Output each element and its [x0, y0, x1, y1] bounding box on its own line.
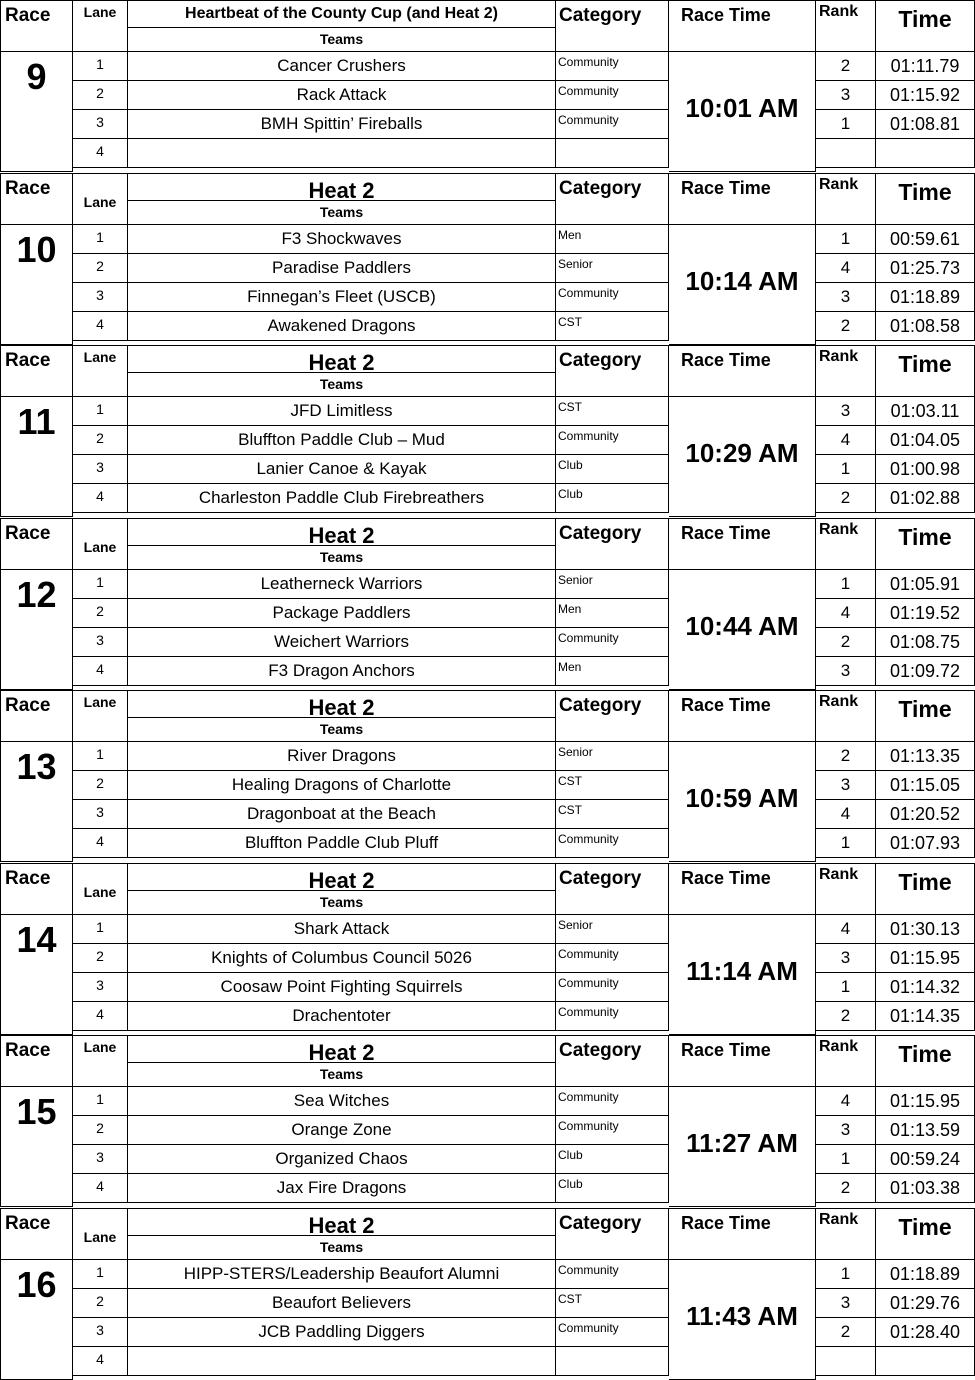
- category-header: Category: [556, 863, 669, 915]
- race-number: 16: [0, 1260, 73, 1380]
- team-category: CST: [556, 312, 669, 341]
- race-title: Heat 2: [128, 1208, 556, 1236]
- race-header: Race: [0, 173, 73, 225]
- team-name: River Dragons: [128, 742, 556, 771]
- race-header: Race: [0, 0, 73, 52]
- team-time: [876, 1347, 975, 1376]
- team-rank: 4: [816, 1087, 876, 1116]
- team-time: 01:15.92: [876, 81, 975, 110]
- lane-number: 3: [73, 1318, 128, 1347]
- race-time-header: Race Time: [669, 1208, 816, 1260]
- lane-number: 2: [73, 426, 128, 455]
- rank-header: Rank: [816, 173, 876, 225]
- category-header: Category: [556, 345, 669, 397]
- team-time: 01:03.38: [876, 1174, 975, 1203]
- team-rank: 4: [816, 915, 876, 944]
- lane-number: 3: [73, 455, 128, 484]
- team-category: Community: [556, 110, 669, 139]
- lane-number: 1: [73, 915, 128, 944]
- category-header: Category: [556, 1208, 669, 1260]
- race-header: Race: [0, 345, 73, 397]
- race-title: Heat 2: [128, 173, 556, 201]
- lane-number: 4: [73, 1347, 128, 1376]
- team-name: Organized Chaos: [128, 1145, 556, 1174]
- time-header: Time: [876, 0, 975, 52]
- team-rank: 1: [816, 225, 876, 254]
- team-name: Cancer Crushers: [128, 52, 556, 81]
- race-block: [0, 863, 975, 1035]
- teams-header: Teams: [128, 201, 556, 225]
- team-rank: 2: [816, 742, 876, 771]
- lane-header: Lane: [73, 345, 128, 397]
- team-time: 00:59.61: [876, 225, 975, 254]
- lane-number: 2: [73, 254, 128, 283]
- team-rank: 2: [816, 1174, 876, 1203]
- race-start-time: 11:43 AM: [669, 1260, 816, 1380]
- lane-number: 3: [73, 800, 128, 829]
- race-block: [0, 1208, 975, 1380]
- race-start-time: 10:59 AM: [669, 742, 816, 862]
- team-name: Knights of Columbus Council 5026: [128, 944, 556, 973]
- team-category: Club: [556, 1174, 669, 1203]
- lane-number: 4: [73, 657, 128, 686]
- team-category: Men: [556, 225, 669, 254]
- team-time: 01:04.05: [876, 426, 975, 455]
- time-header: Time: [876, 173, 975, 225]
- team-category: Community: [556, 1318, 669, 1347]
- lane-number: 1: [73, 570, 128, 599]
- team-name: BMH Spittin’ Fireballs: [128, 110, 556, 139]
- teams-header: Teams: [128, 718, 556, 742]
- lane-number: 3: [73, 628, 128, 657]
- race-block: [0, 0, 975, 172]
- team-rank: 2: [816, 1002, 876, 1031]
- team-time: 01:15.95: [876, 1087, 975, 1116]
- lane-header: Lane: [73, 0, 128, 52]
- team-rank: 3: [816, 283, 876, 312]
- team-rank: 3: [816, 397, 876, 426]
- team-name: Healing Dragons of Charlotte: [128, 771, 556, 800]
- team-name: Dragonboat at the Beach: [128, 800, 556, 829]
- teams-header: Teams: [128, 1236, 556, 1260]
- team-category: [556, 139, 669, 168]
- race-title: Heat 2: [128, 345, 556, 373]
- rank-header: Rank: [816, 1035, 876, 1087]
- teams-header: Teams: [128, 1063, 556, 1087]
- team-time: 01:14.32: [876, 973, 975, 1002]
- lane-number: 3: [73, 283, 128, 312]
- team-category: CST: [556, 397, 669, 426]
- team-time: 01:13.35: [876, 742, 975, 771]
- team-time: 01:11.79: [876, 52, 975, 81]
- time-header: Time: [876, 1035, 975, 1087]
- time-header: Time: [876, 345, 975, 397]
- team-time: 01:02.88: [876, 484, 975, 513]
- race-number: 14: [0, 915, 73, 1035]
- race-title: Heat 2: [128, 518, 556, 546]
- race-header: Race: [0, 1208, 73, 1260]
- team-rank: 2: [816, 484, 876, 513]
- team-category: Community: [556, 283, 669, 312]
- race-time-header: Race Time: [669, 518, 816, 570]
- category-header: Category: [556, 518, 669, 570]
- team-rank: 1: [816, 1260, 876, 1289]
- team-category: Men: [556, 657, 669, 686]
- team-category: Community: [556, 628, 669, 657]
- teams-header: Teams: [128, 891, 556, 915]
- race-number: 12: [0, 570, 73, 690]
- lane-header: Lane: [73, 690, 128, 742]
- team-rank: 3: [816, 1289, 876, 1318]
- team-rank: 2: [816, 1318, 876, 1347]
- team-name: Shark Attack: [128, 915, 556, 944]
- team-rank: 3: [816, 1116, 876, 1145]
- team-rank: 3: [816, 944, 876, 973]
- time-header: Time: [876, 1208, 975, 1260]
- race-title: Heat 2: [128, 690, 556, 718]
- team-time: 01:30.13: [876, 915, 975, 944]
- team-category: CST: [556, 1289, 669, 1318]
- team-name: Leatherneck Warriors: [128, 570, 556, 599]
- team-rank: 1: [816, 1145, 876, 1174]
- team-name: Paradise Paddlers: [128, 254, 556, 283]
- lane-number: 2: [73, 944, 128, 973]
- lane-number: 1: [73, 225, 128, 254]
- team-name: F3 Shockwaves: [128, 225, 556, 254]
- team-category: Senior: [556, 915, 669, 944]
- race-number: 15: [0, 1087, 73, 1207]
- race-time-header: Race Time: [669, 345, 816, 397]
- team-name: Coosaw Point Fighting Squirrels: [128, 973, 556, 1002]
- lane-number: 4: [73, 312, 128, 341]
- team-time: 01:28.40: [876, 1318, 975, 1347]
- team-rank: 3: [816, 771, 876, 800]
- team-rank: 1: [816, 570, 876, 599]
- lane-number: 4: [73, 484, 128, 513]
- lane-header: Lane: [73, 863, 128, 915]
- race-header: Race: [0, 690, 73, 742]
- race-number: 13: [0, 742, 73, 862]
- lane-number: 3: [73, 973, 128, 1002]
- team-category: Men: [556, 599, 669, 628]
- team-category: Community: [556, 829, 669, 858]
- race-time-header: Race Time: [669, 863, 816, 915]
- race-time-header: Race Time: [669, 690, 816, 742]
- team-name: Orange Zone: [128, 1116, 556, 1145]
- lane-number: 2: [73, 771, 128, 800]
- race-block: [0, 173, 975, 345]
- category-header: Category: [556, 690, 669, 742]
- team-name: Jax Fire Dragons: [128, 1174, 556, 1203]
- team-rank: 3: [816, 657, 876, 686]
- team-name: HIPP-STERS/Leadership Beaufort Alumni: [128, 1260, 556, 1289]
- team-name: Bluffton Paddle Club Pluff: [128, 829, 556, 858]
- race-block: [0, 690, 975, 862]
- team-name: Bluffton Paddle Club – Mud: [128, 426, 556, 455]
- team-category: Club: [556, 484, 669, 513]
- race-time-header: Race Time: [669, 173, 816, 225]
- team-category: Community: [556, 1002, 669, 1031]
- race-header: Race: [0, 863, 73, 915]
- lane-number: 1: [73, 1260, 128, 1289]
- lane-number: 4: [73, 139, 128, 168]
- teams-header: Teams: [128, 546, 556, 570]
- team-rank: 4: [816, 800, 876, 829]
- team-name: Awakened Dragons: [128, 312, 556, 341]
- time-header: Time: [876, 690, 975, 742]
- team-name: JFD Limitless: [128, 397, 556, 426]
- race-start-time: 11:14 AM: [669, 915, 816, 1035]
- rank-header: Rank: [816, 863, 876, 915]
- team-category: Community: [556, 1260, 669, 1289]
- team-time: 01:09.72: [876, 657, 975, 686]
- race-number: 11: [0, 397, 73, 517]
- race-title: Heat 2: [128, 863, 556, 891]
- team-rank: 3: [816, 81, 876, 110]
- team-category: Community: [556, 944, 669, 973]
- race-number: 10: [0, 225, 73, 345]
- team-name: Finnegan’s Fleet (USCB): [128, 283, 556, 312]
- team-category: Senior: [556, 570, 669, 599]
- race-time-header: Race Time: [669, 0, 816, 52]
- team-category: Club: [556, 455, 669, 484]
- race-header: Race: [0, 1035, 73, 1087]
- team-time: 01:25.73: [876, 254, 975, 283]
- team-time: 01:18.89: [876, 1260, 975, 1289]
- race-start-time: 11:27 AM: [669, 1087, 816, 1207]
- team-time: 01:03.11: [876, 397, 975, 426]
- lane-number: 3: [73, 110, 128, 139]
- team-name: [128, 139, 556, 168]
- team-time: 00:59.24: [876, 1145, 975, 1174]
- team-rank: 1: [816, 110, 876, 139]
- team-category: Community: [556, 52, 669, 81]
- lane-number: 1: [73, 1087, 128, 1116]
- team-time: 01:15.95: [876, 944, 975, 973]
- team-rank: 2: [816, 52, 876, 81]
- category-header: Category: [556, 1035, 669, 1087]
- lane-number: 2: [73, 1289, 128, 1318]
- lane-number: 2: [73, 81, 128, 110]
- rank-header: Rank: [816, 1208, 876, 1260]
- team-category: Community: [556, 426, 669, 455]
- lane-header: Lane: [73, 518, 128, 570]
- team-name: Package Paddlers: [128, 599, 556, 628]
- race-start-time: 10:14 AM: [669, 225, 816, 345]
- lane-header: Lane: [73, 1208, 128, 1260]
- teams-header: Teams: [128, 373, 556, 397]
- lane-number: 3: [73, 1145, 128, 1174]
- team-name: [128, 1347, 556, 1376]
- team-time: 01:07.93: [876, 829, 975, 858]
- lane-number: 1: [73, 52, 128, 81]
- lane-header: Lane: [73, 173, 128, 225]
- team-time: 01:13.59: [876, 1116, 975, 1145]
- team-category: Community: [556, 973, 669, 1002]
- team-rank: 2: [816, 628, 876, 657]
- team-time: 01:14.35: [876, 1002, 975, 1031]
- race-block: [0, 345, 975, 517]
- time-header: Time: [876, 863, 975, 915]
- team-name: Weichert Warriors: [128, 628, 556, 657]
- category-header: Category: [556, 173, 669, 225]
- team-rank: 4: [816, 426, 876, 455]
- team-name: Beaufort Believers: [128, 1289, 556, 1318]
- team-category: Community: [556, 1116, 669, 1145]
- team-name: Charleston Paddle Club Firebreathers: [128, 484, 556, 513]
- lane-number: 1: [73, 397, 128, 426]
- race-number: 9: [0, 52, 73, 172]
- team-name: Lanier Canoe & Kayak: [128, 455, 556, 484]
- team-rank: 4: [816, 254, 876, 283]
- team-time: 01:08.81: [876, 110, 975, 139]
- team-time: 01:05.91: [876, 570, 975, 599]
- race-start-time: 10:01 AM: [669, 52, 816, 172]
- race-start-time: 10:44 AM: [669, 570, 816, 690]
- team-category: [556, 1347, 669, 1376]
- lane-number: 2: [73, 599, 128, 628]
- race-title: Heat 2: [128, 1035, 556, 1063]
- lane-number: 4: [73, 1002, 128, 1031]
- lane-header: Lane: [73, 1035, 128, 1087]
- team-rank: 1: [816, 973, 876, 1002]
- team-name: JCB Paddling Diggers: [128, 1318, 556, 1347]
- team-category: Club: [556, 1145, 669, 1174]
- rank-header: Rank: [816, 518, 876, 570]
- lane-number: 1: [73, 742, 128, 771]
- lane-number: 2: [73, 1116, 128, 1145]
- team-category: CST: [556, 800, 669, 829]
- team-time: 01:08.58: [876, 312, 975, 341]
- team-name: F3 Dragon Anchors: [128, 657, 556, 686]
- team-rank: 4: [816, 599, 876, 628]
- team-rank: [816, 139, 876, 168]
- team-time: 01:18.89: [876, 283, 975, 312]
- team-category: Senior: [556, 742, 669, 771]
- team-name: Sea Witches: [128, 1087, 556, 1116]
- team-time: 01:08.75: [876, 628, 975, 657]
- race-header: Race: [0, 518, 73, 570]
- race-block: [0, 518, 975, 690]
- team-category: CST: [556, 771, 669, 800]
- team-time: 01:00.98: [876, 455, 975, 484]
- race-title: Heartbeat of the County Cup (and Heat 2): [128, 0, 556, 28]
- team-category: Community: [556, 81, 669, 110]
- team-time: 01:19.52: [876, 599, 975, 628]
- lane-number: 4: [73, 1174, 128, 1203]
- rank-header: Rank: [816, 345, 876, 397]
- team-time: 01:29.76: [876, 1289, 975, 1318]
- race-block: [0, 1035, 975, 1207]
- team-rank: 1: [816, 829, 876, 858]
- time-header: Time: [876, 518, 975, 570]
- team-category: Community: [556, 1087, 669, 1116]
- team-time: 01:20.52: [876, 800, 975, 829]
- team-time: [876, 139, 975, 168]
- team-name: Drachentoter: [128, 1002, 556, 1031]
- race-start-time: 10:29 AM: [669, 397, 816, 517]
- team-category: Senior: [556, 254, 669, 283]
- race-time-header: Race Time: [669, 1035, 816, 1087]
- team-name: Rack Attack: [128, 81, 556, 110]
- teams-header: Teams: [128, 28, 556, 52]
- category-header: Category: [556, 0, 669, 52]
- rank-header: Rank: [816, 0, 876, 52]
- team-rank: [816, 1347, 876, 1376]
- team-rank: 2: [816, 312, 876, 341]
- team-rank: 1: [816, 455, 876, 484]
- team-time: 01:15.05: [876, 771, 975, 800]
- rank-header: Rank: [816, 690, 876, 742]
- lane-number: 4: [73, 829, 128, 858]
